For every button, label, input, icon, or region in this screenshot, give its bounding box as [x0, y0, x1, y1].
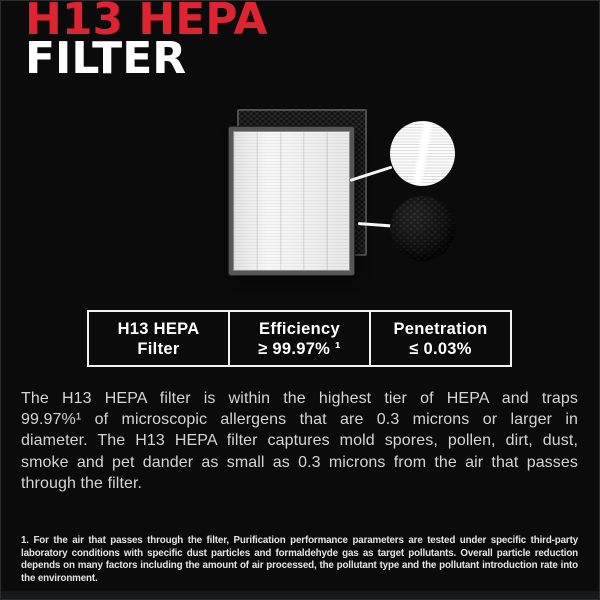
- spec-cell-penetration-line1: Penetration: [393, 319, 488, 338]
- spec-cell-penetration-line2: ≤ 0.03%: [409, 339, 472, 358]
- description-text: [21, 388, 578, 494]
- spec-cell-filter: [89, 312, 228, 365]
- description-line: through the filter.: [21, 474, 143, 492]
- hepa-closeup-circle: [390, 121, 455, 186]
- spec-cell-filter-line1: H13 HEPA: [117, 319, 200, 338]
- spec-cell-efficiency: [228, 312, 369, 365]
- title-line-red: H13 HEPA: [25, 0, 268, 45]
- bottom-edge-strip: [0, 591, 600, 600]
- spec-cell-efficiency-line2: ≥ 99.97% ¹: [258, 339, 341, 358]
- spec-cell-filter-line2: Filter: [137, 339, 180, 358]
- carbon-closeup-circle: [390, 196, 455, 261]
- spec-cell-penetration: [369, 312, 510, 365]
- spec-cell-efficiency-line1: Efficiency: [259, 319, 340, 338]
- description-line: diameter. The H13 HEPA filter captures mold spores, pollen, dirt, dust,: [21, 432, 578, 450]
- hepa-filter-panel: [229, 127, 354, 275]
- description-line: The H13 HEPA filter is within the highest tier of HEPA and traps: [21, 390, 578, 407]
- footnote-text: 1. For the air that passes through the filter, Purification performance parameters are tested under specific third-party laboratory conditions with specific dust particles and formaldehyde gas as target pollutants. Overall particle reduction depends on many factors including the amount of air processed, the pollutant type and the pollutant introduction rate into the environment.: [21, 535, 578, 585]
- spec-table: [87, 310, 512, 367]
- description-line: 99.97%¹ of microscopic allergens that are 0.3 microns or larger in: [21, 411, 578, 429]
- title-line-white: FILTER: [25, 33, 187, 84]
- description-line: smoke and pet dander as small as 0.3 microns from the air that passes: [21, 453, 578, 471]
